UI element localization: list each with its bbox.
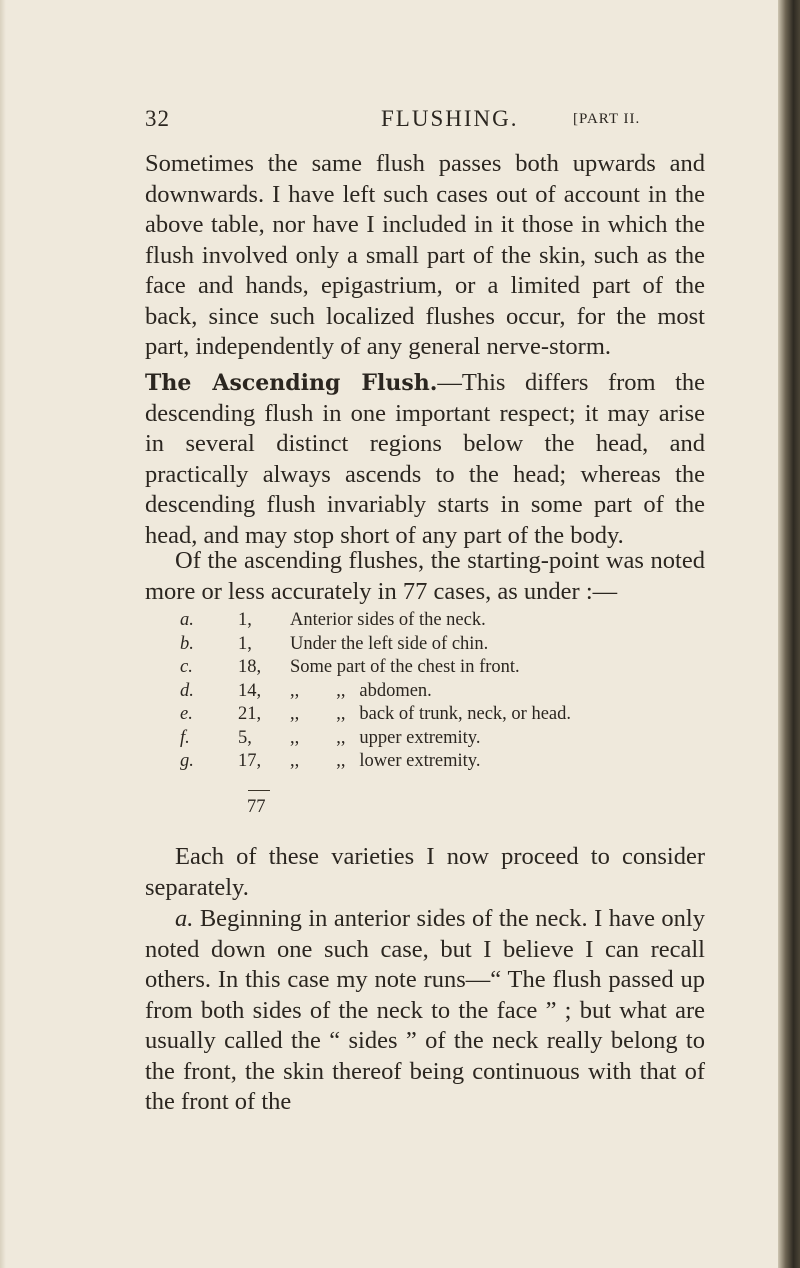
table-total: 77 bbox=[247, 797, 266, 817]
table-row bbox=[180, 656, 720, 680]
row-description: ,, ,, lower extremity. bbox=[290, 751, 481, 771]
page-number: 32 bbox=[145, 106, 170, 131]
paragraph-1: Sometimes the same flush passes both upwards and downwards. I have left such cases out of account in the above table, nor have I included in it those in which the flush involved only a small part of the skin, such as the face and hands, epigastrium, or a limited part of the back, since such localized flushes occur, for the most part, independently of any general nerve-storm. bbox=[145, 150, 705, 360]
total-rule bbox=[248, 790, 270, 791]
running-header bbox=[145, 106, 705, 136]
row-description: Some part of the chest in front. bbox=[290, 657, 520, 677]
paragraph-3: Of the ascending flushes, the starting-point was noted more or less accurately in 77 cases, as under :— bbox=[145, 547, 705, 605]
row-description: ,, ,, back of trunk, neck, or head. bbox=[290, 704, 572, 724]
row-description: ,, ,, upper extremity. bbox=[290, 727, 481, 748]
row-letter: e. bbox=[180, 704, 193, 724]
page-left-edge bbox=[0, 0, 6, 1268]
table-row bbox=[180, 633, 720, 657]
row-letter: c. bbox=[180, 657, 193, 677]
row-count: 1, bbox=[238, 633, 252, 654]
row-count: 17, bbox=[238, 751, 262, 771]
flush-origin-table bbox=[180, 609, 720, 774]
row-count: 14, bbox=[238, 680, 262, 701]
book-spine-shadow bbox=[778, 0, 800, 1268]
table-row bbox=[180, 727, 720, 751]
row-letter: a. bbox=[180, 610, 194, 630]
table-row bbox=[180, 750, 720, 774]
paragraph-5 bbox=[145, 904, 705, 1118]
paragraph-2-body: —This differs from the descending flush in one important respect; it may arise in several distinct regions below the head, and practically always ascends to the head; whereas the descending flush invariably starts in some part of the head, and may stop short of any part of the body. bbox=[145, 369, 705, 549]
row-letter: b. bbox=[180, 633, 194, 654]
subsection-letter: a. bbox=[175, 905, 194, 932]
paragraph-4: Each of these varieties I now proceed to consider separately. bbox=[145, 843, 705, 901]
row-count: 1, bbox=[238, 610, 252, 630]
row-count: 21, bbox=[238, 704, 262, 724]
part-label: [PART II. bbox=[573, 111, 641, 127]
paragraph-5-body: Beginning in anterior sides of the neck. I have only noted down one such case, but I believe I can recall others. In this case my note runs—“ The flush passed up from both sides of the neck to the face ” ; but what are usually called the “ sides ” of the neck really belong to the front, the skin thereof being continuous with that of the front of the bbox=[145, 905, 705, 1115]
row-description: Anterior sides of the neck. bbox=[290, 610, 486, 630]
table-row bbox=[180, 609, 720, 633]
table-row bbox=[180, 703, 720, 727]
row-letter: f. bbox=[180, 727, 190, 748]
table-row bbox=[180, 680, 720, 704]
row-letter: d. bbox=[180, 680, 194, 701]
row-count: 18, bbox=[238, 657, 262, 677]
row-description: ,, ,, abdomen. bbox=[290, 680, 432, 701]
section-heading: The Ascending Flush. bbox=[145, 370, 438, 396]
row-letter: g. bbox=[180, 751, 194, 771]
paragraph-2 bbox=[145, 368, 705, 551]
row-description: Under the left side of chin. bbox=[290, 633, 489, 654]
row-count: 5, bbox=[238, 727, 252, 748]
page-title: FLUSHING. bbox=[381, 106, 519, 131]
